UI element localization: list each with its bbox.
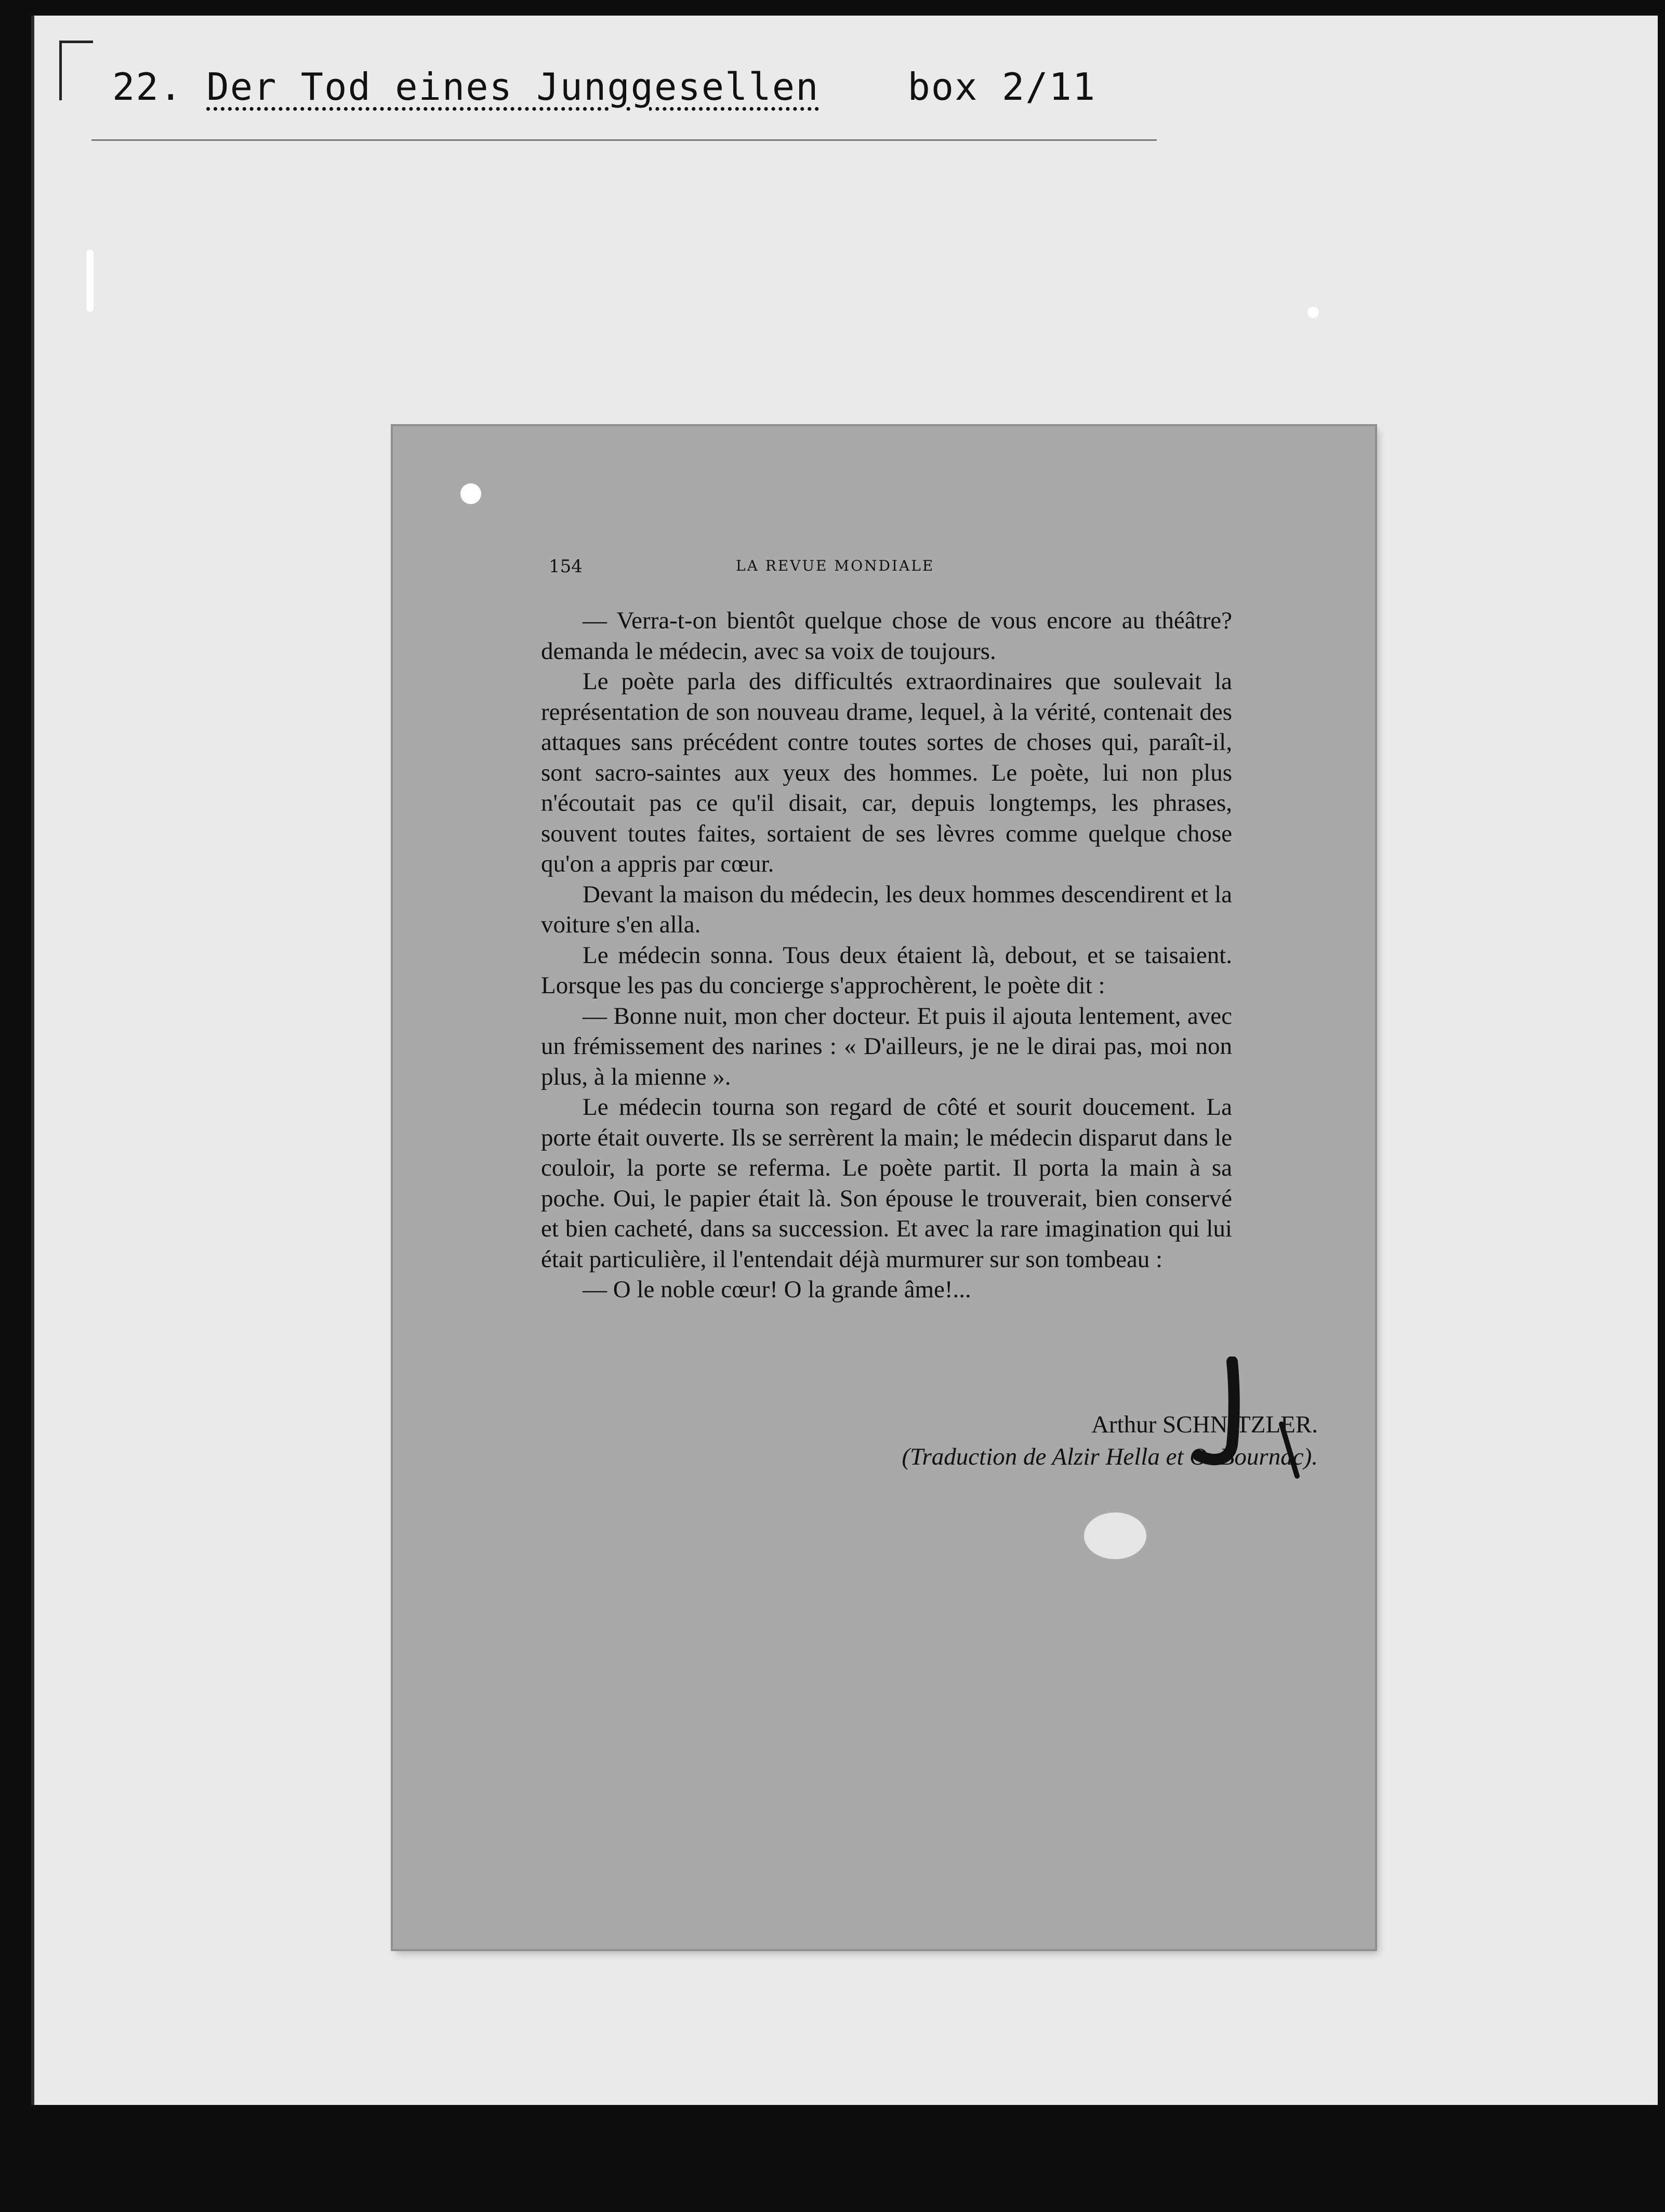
corner-crop-mark [59,41,93,100]
dust-speck [460,483,481,504]
header-divider [91,139,1157,141]
paragraph: Le poète parla des difficultés extraordinaires que soulevait la représentation de son nouveau drame, lequel, à la vérité, contenait des attaques sans précédent contre toutes sortes de choses qui, paraît-il, sont sacro-saintes aux yeux des hommes. Le poète, lui non plus n'écoutait pas ce qu'il disait, car, depuis longtemps, les phrases, souvent toutes faites, sortaient de ses lèvres comme quelque chose qu'on a appris par cœur. [541,668,1232,877]
box-reference: box 2/11 [907,65,1096,109]
newspaper-clipping [393,426,1375,1949]
item-title: Der Tod eines Junggesellen [206,65,820,109]
item-number: 22. [112,65,183,109]
article-body [541,605,1232,1305]
archive-sheet [31,16,1658,2105]
archive-header-label [112,65,1096,109]
paragraph: Le médecin sonna. Tous deux étaient là, debout, et se taisaient. Lorsque les pas du concierge s'approchèrent, le poète dit : [541,941,1232,999]
dust-speck [1084,1512,1146,1559]
handwritten-ink-mark [1183,1357,1266,1471]
dust-speck [86,249,94,312]
paragraph: Devant la maison du médecin, les deux hommes descendirent et la voiture s'en alla. [541,880,1232,938]
paragraph: — Verra-t-on bientôt quelque chose de vous encore au théâtre? demanda le médecin, avec sa voix de toujours. [541,607,1232,665]
paragraph: — Bonne nuit, mon cher docteur. Et puis il ajouta lentement, avec un frémissement des narines : « D'ailleurs, je ne le dirai pas, moi non plus, à la mienne ». [541,1002,1232,1090]
dust-speck [1307,307,1319,318]
ink-tick-mark [1276,1419,1307,1481]
paragraph: Le médecin tourna son regard de côté et sourit doucement. La porte était ouverte. Ils se serrèrent la main; le médecin disparut dans le couloir, la porte se referma. Le poète partit. Il porta la main à sa poche. Oui, le papier était là. Son épouse le trouverait, bien conservé et bien cacheté, dans sa succession. Et avec la rare imagination qui lui était particulière, il l'entendait déjà murmurer sur son tombeau : [541,1094,1232,1273]
translation-credit: (Traduction de Alzir Hella et O. Bournac). [902,1443,1318,1470]
author-name: Arthur SCHNITZLER. [1091,1411,1318,1438]
page-number: 154 [549,556,583,577]
running-head: LA REVUE MONDIALE [736,557,935,574]
paragraph: — O le noble cœur! O la grande âme!... [583,1276,971,1303]
